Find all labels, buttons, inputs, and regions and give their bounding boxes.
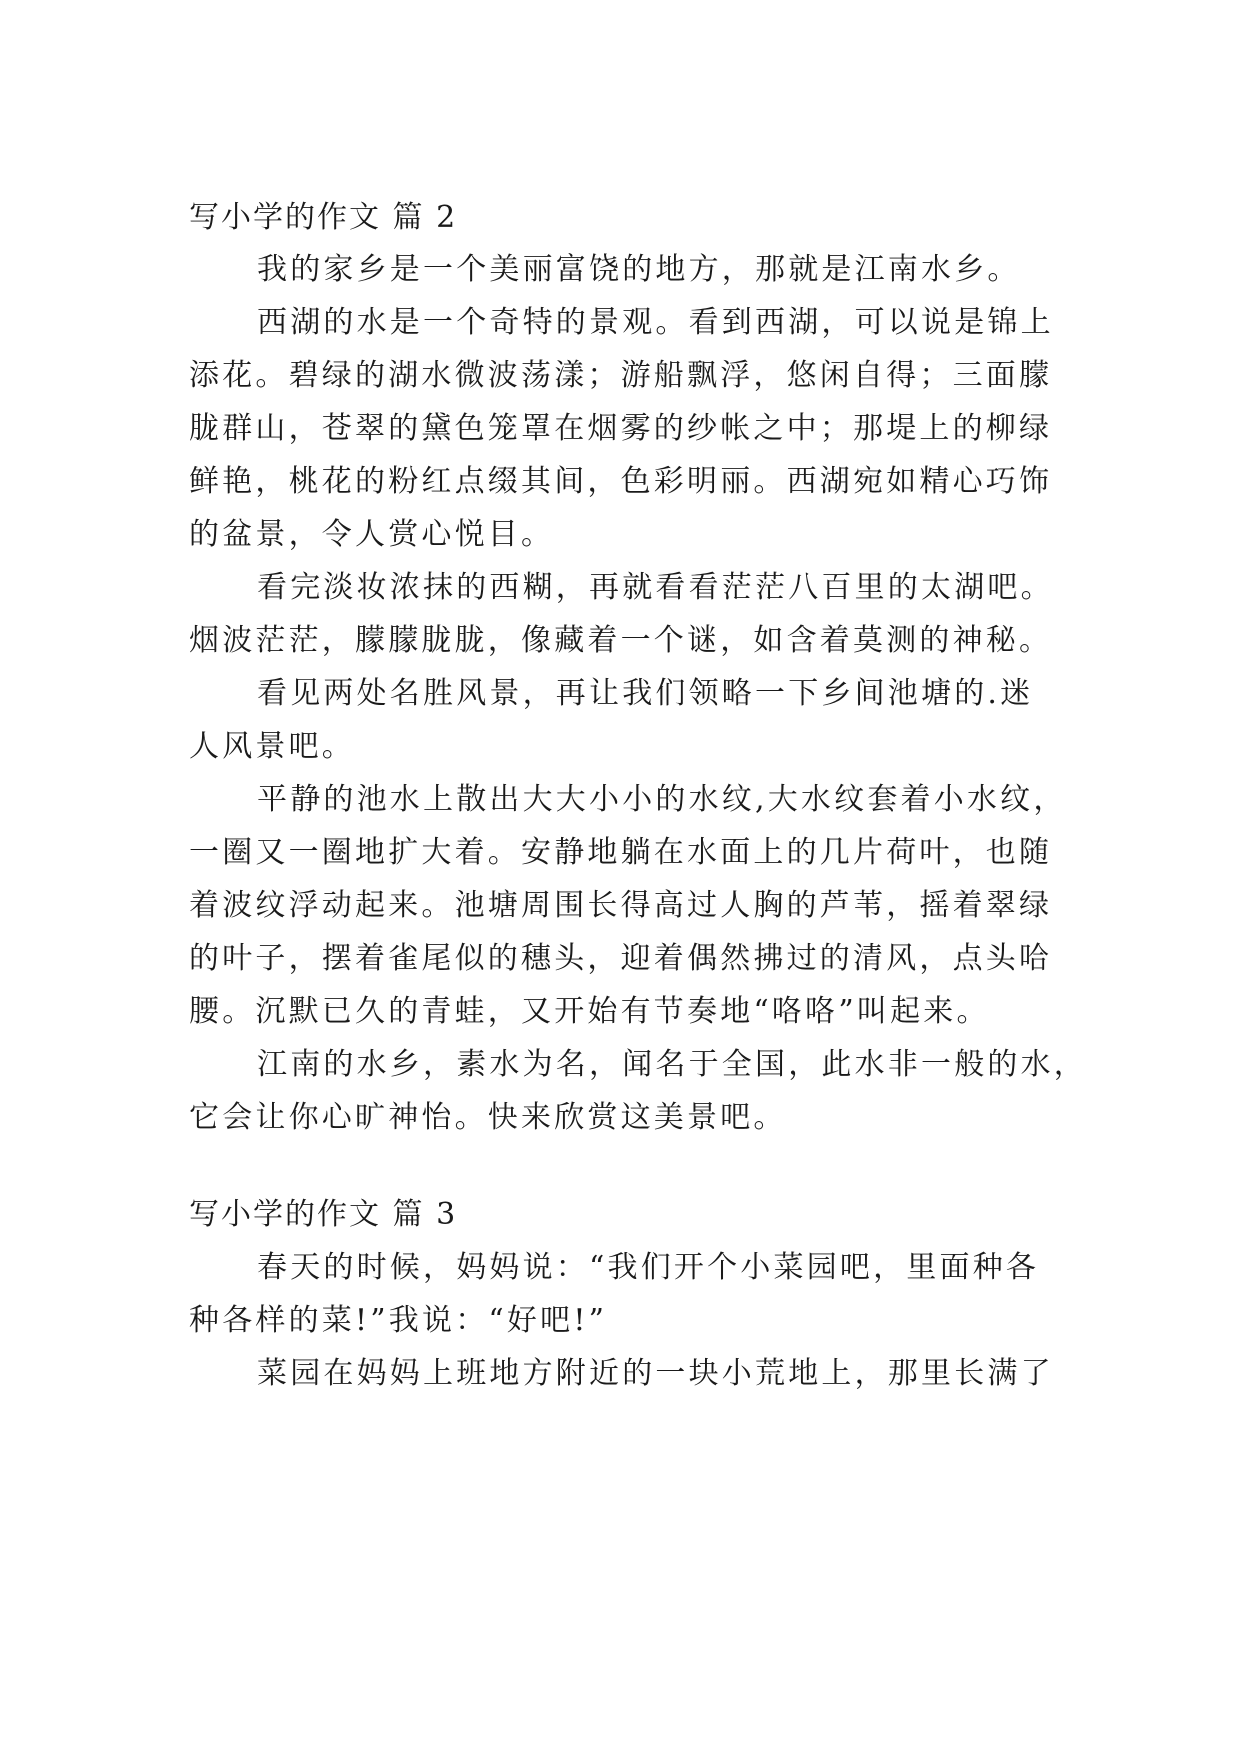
- paragraph-line: 人风景吧。: [189, 729, 355, 764]
- section-heading: 写小学的作文 篇 3: [189, 1197, 458, 1232]
- paragraph-line: 鲜艳，桃花的粉红点缀其间，色彩明丽。西湖宛如精心巧饰: [189, 464, 1053, 499]
- paragraph-line: 看完淡妆浓抹的西糊，再就看看茫茫八百里的太湖吧。: [257, 570, 1054, 605]
- paragraph-line: 看见两处名胜风景，再让我们领略一下乡间池塘的.迷: [257, 676, 1034, 711]
- paragraph-line: 西湖的水是一个奇特的景观。看到西湖，可以说是锦上: [257, 305, 1054, 340]
- paragraph-line: 的盆景，令人赏心悦目。: [189, 517, 555, 552]
- paragraph-line: 它会让你心旷神怡。快来欣赏这美景吧。: [189, 1100, 787, 1135]
- section-heading: 写小学的作文 篇 2: [189, 200, 458, 235]
- paragraph-line: 添花。碧绿的湖水微波荡漾；游船飘浮，悠闲自得；三面朦: [189, 358, 1053, 393]
- paragraph-line: 一圈又一圈地扩大着。安静地躺在水面上的几片荷叶，也随: [189, 835, 1053, 870]
- paragraph-line: 着波纹浮动起来。池塘周围长得高过人胸的芦苇，摇着翠绿: [189, 888, 1053, 923]
- paragraph-line: 腰。沉默已久的青蛙，又开始有节奏地“咯咯”叫起来。: [189, 994, 990, 1029]
- paragraph-line: 平静的池水上散出大大小小的水纹,大水纹套着小水纹，: [257, 782, 1067, 817]
- paragraph-line: 胧群山，苍翠的黛色笼罩在烟雾的纱帐之中；那堤上的柳绿: [189, 411, 1053, 446]
- paragraph-line: 菜园在妈妈上班地方附近的一块小荒地上，那里长满了: [257, 1356, 1054, 1391]
- paragraph-line: 江南的水乡，素水为名，闻名于全国，此水非一般的水，: [257, 1047, 1087, 1082]
- paragraph-line: 种各样的菜!”我说：“好吧!”: [189, 1303, 608, 1338]
- paragraph-line: 的叶子，摆着雀尾似的穗头，迎着偶然拂过的清风，点头哈: [189, 941, 1053, 976]
- paragraph-line: 春天的时候，妈妈说：“我们开个小菜园吧，里面种各: [257, 1250, 1040, 1285]
- paragraph-line: 烟波茫茫，朦朦胧胧，像藏着一个谜，如含着莫测的神秘。: [189, 623, 1053, 658]
- paragraph-line: 我的家乡是一个美丽富饶的地方，那就是江南水乡。: [257, 252, 1021, 287]
